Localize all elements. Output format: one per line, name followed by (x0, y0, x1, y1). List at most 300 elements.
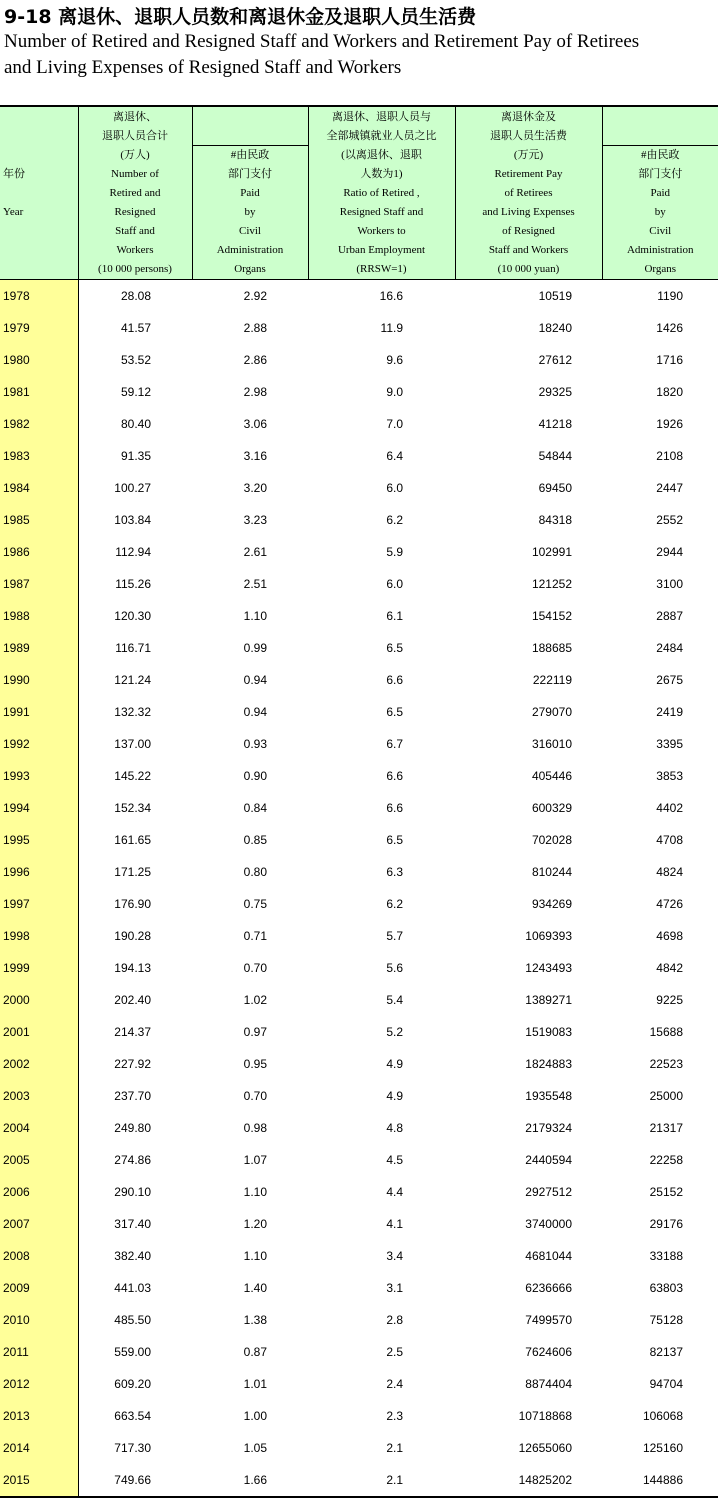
table-body (0, 280, 718, 1498)
year-cell: 1991 (0, 696, 78, 728)
table-row (0, 1144, 718, 1176)
year-cell: 2008 (0, 1240, 78, 1272)
retirement-pay-cell: 4681044 (525, 1249, 572, 1263)
header-line: Retirement Pay (494, 168, 563, 180)
year-cell: 1996 (0, 856, 78, 888)
total-persons-cell: 274.86 (114, 1153, 151, 1167)
pay-civil-cell: 15688 (649, 1025, 683, 1039)
pay-civil-cell: 1926 (656, 417, 683, 431)
year-cell: 1989 (0, 632, 78, 664)
ratio-cell: 6.3 (386, 865, 403, 879)
table-row (0, 760, 718, 792)
ratio-cell: 6.5 (386, 833, 403, 847)
total-persons-cell: 91.35 (120, 449, 151, 463)
table-row (0, 440, 718, 472)
table-row (0, 792, 718, 824)
pay-civil-cell: 4726 (656, 897, 683, 911)
year-cell: 1997 (0, 888, 78, 920)
total-persons-cell: 103.84 (114, 513, 151, 527)
ratio-cell: 6.6 (386, 801, 403, 815)
header-line: 人数为1) (360, 168, 403, 180)
year-cell: 1979 (0, 312, 78, 344)
year-cell: 1985 (0, 504, 78, 536)
table-row (0, 920, 718, 952)
pay-civil-cell: 1820 (656, 385, 683, 399)
table-row (0, 1304, 718, 1336)
pay-civil-cell: 2108 (656, 449, 683, 463)
total-persons-cell: 194.13 (114, 961, 151, 975)
header-line: 全部城镇就业人员之比 (326, 130, 437, 142)
header-retirement-pay (455, 106, 602, 280)
pay-civil-cell: 3853 (656, 769, 683, 783)
persons-civil-cell: 0.75 (243, 897, 267, 911)
ratio-cell: 9.6 (386, 353, 403, 367)
total-persons-cell: 53.52 (120, 353, 151, 367)
total-persons-cell: 317.40 (114, 1217, 151, 1231)
header-line: 退职人员合计 (102, 130, 168, 142)
header-line: by (244, 206, 256, 218)
persons-civil-cell: 1.05 (243, 1441, 267, 1455)
pay-civil-cell: 3395 (656, 737, 683, 751)
table-title-english-line1: Number of Retired and Resigned Staff and Workers and Retirement Pay of Retirees (4, 31, 640, 52)
retirement-pay-cell: 69450 (538, 481, 572, 495)
retirement-pay-cell: 1389271 (525, 993, 572, 1007)
total-persons-cell: 202.40 (114, 993, 151, 1007)
persons-civil-cell: 1.10 (243, 609, 267, 623)
pay-civil-cell: 2887 (656, 609, 683, 623)
persons-civil-cell: 1.10 (243, 1249, 267, 1263)
ratio-cell: 6.2 (386, 513, 403, 527)
table-row (0, 1112, 718, 1144)
ratio-cell: 2.3 (386, 1409, 403, 1423)
header-line: Paid (650, 187, 671, 199)
ratio-cell: 5.4 (386, 993, 403, 1007)
ratio-cell: 11.9 (380, 321, 403, 335)
persons-civil-cell: 2.86 (243, 353, 267, 367)
total-persons-cell: 41.57 (120, 321, 151, 335)
header-ratio (308, 106, 455, 280)
persons-civil-cell: 0.84 (243, 801, 267, 815)
retirement-pay-cell: 810244 (531, 865, 572, 879)
header-line: 退职人员生活费 (490, 130, 567, 142)
retirement-pay-cell: 222119 (532, 673, 572, 687)
table-row (0, 664, 718, 696)
header-line: Retired and (109, 187, 161, 199)
year-cell: 2015 (0, 1464, 78, 1497)
persons-civil-cell: 3.06 (243, 417, 267, 431)
persons-civil-cell: 0.94 (243, 705, 267, 719)
year-cell: 2001 (0, 1016, 78, 1048)
table-row (0, 1048, 718, 1080)
pay-civil-cell: 2484 (656, 641, 683, 655)
ratio-cell: 2.1 (308, 1464, 455, 1497)
year-cell: 2012 (0, 1368, 78, 1400)
header-line: 年份 (3, 167, 25, 180)
header-line: (10 000 yuan) (497, 263, 560, 275)
persons-civil-cell: 3.16 (243, 449, 267, 463)
persons-civil-cell: 1.20 (243, 1217, 267, 1231)
header-blank-persons-civil (192, 106, 308, 146)
header-line: (万人) (120, 149, 150, 161)
table-row (0, 1368, 718, 1400)
total-persons-cell: 28.08 (120, 289, 151, 303)
retirement-pay-cell: 10718868 (518, 1409, 572, 1423)
year-cell: 2000 (0, 984, 78, 1016)
persons-civil-cell: 2.51 (243, 577, 267, 591)
year-cell: 1994 (0, 792, 78, 824)
total-persons-cell: 749.66 (78, 1464, 192, 1497)
header-line: 部门支付 (228, 168, 272, 180)
year-cell: 2006 (0, 1176, 78, 1208)
persons-civil-cell: 3.23 (243, 513, 267, 527)
header-line: (RRSW=1) (356, 263, 407, 275)
total-persons-cell: 161.65 (114, 833, 151, 847)
header-line: Workers (116, 244, 154, 256)
table-row (0, 376, 718, 408)
total-persons-cell: 237.70 (114, 1089, 151, 1103)
retirement-pay-cell: 702028 (531, 833, 572, 847)
year-cell: 2007 (0, 1208, 78, 1240)
retirement-pay-cell: 934269 (531, 897, 572, 911)
year-cell: 1988 (0, 600, 78, 632)
persons-civil-cell: 2.88 (243, 321, 267, 335)
persons-civil-cell: 0.71 (243, 929, 267, 943)
retiree-statistics-table (0, 105, 718, 1498)
ratio-cell: 3.4 (386, 1249, 403, 1263)
table-row (0, 1400, 718, 1432)
table-row (0, 952, 718, 984)
table-row (0, 1432, 718, 1464)
pay-civil-cell: 4824 (656, 865, 683, 879)
pay-civil-cell: 4698 (656, 929, 683, 943)
header-line: Year (3, 205, 24, 218)
table-row (0, 728, 718, 760)
header-line: Workers to (357, 225, 406, 237)
persons-civil-cell: 1.38 (243, 1313, 267, 1327)
persons-civil-cell: 1.10 (243, 1185, 267, 1199)
persons-civil-cell: 0.70 (243, 1089, 267, 1103)
year-cell: 1992 (0, 728, 78, 760)
ratio-cell: 5.9 (386, 545, 403, 559)
retirement-pay-cell: 84318 (538, 513, 572, 527)
total-persons-cell: 137.00 (114, 737, 151, 751)
header-line: and Living Expenses (482, 206, 575, 218)
pay-civil-cell: 82137 (649, 1345, 683, 1359)
year-cell: 2005 (0, 1144, 78, 1176)
header-line: (万元) (513, 149, 544, 161)
pay-civil-cell: 25000 (649, 1089, 683, 1103)
persons-civil-cell: 0.85 (243, 833, 267, 847)
pay-civil-cell: 29176 (649, 1217, 683, 1231)
ratio-cell: 7.0 (386, 417, 403, 431)
ratio-cell: 4.9 (386, 1057, 403, 1071)
total-persons-cell: 485.50 (114, 1313, 151, 1327)
pay-civil-cell: 25152 (649, 1185, 683, 1199)
header-line: Organs (234, 263, 266, 275)
retirement-pay-cell: 7624606 (525, 1345, 572, 1359)
year-cell: 2004 (0, 1112, 78, 1144)
total-persons-cell: 145.22 (114, 769, 151, 783)
table-row (0, 600, 718, 632)
header-line: of Retirees (504, 187, 553, 199)
retirement-pay-cell: 1069393 (525, 929, 572, 943)
total-persons-cell: 112.94 (115, 545, 151, 559)
pay-civil-cell: 22258 (649, 1153, 683, 1167)
ratio-cell: 9.0 (386, 385, 403, 399)
retirement-pay-cell: 8874404 (525, 1377, 572, 1391)
retirement-pay-cell: 1243493 (525, 961, 572, 975)
table-row (0, 696, 718, 728)
header-persons-civil-paid (192, 146, 308, 280)
year-cell: 1981 (0, 376, 78, 408)
total-persons-cell: 227.92 (114, 1057, 151, 1071)
pay-civil-cell: 22523 (649, 1057, 683, 1071)
header-line (3, 184, 78, 203)
ratio-cell: 4.8 (386, 1121, 403, 1135)
header-line: #由民政 (230, 149, 270, 161)
total-persons-cell: 663.54 (114, 1409, 151, 1423)
header-line: Number of (111, 168, 159, 180)
header-year (0, 106, 78, 280)
persons-civil-cell: 0.70 (243, 961, 267, 975)
pay-civil-cell: 21317 (649, 1121, 683, 1135)
total-persons-cell: 176.90 (114, 897, 151, 911)
retirement-pay-cell: 1824883 (525, 1057, 572, 1071)
total-persons-cell: 59.12 (120, 385, 151, 399)
header-line: (10 000 persons) (98, 263, 172, 275)
ratio-cell: 4.5 (386, 1153, 403, 1167)
ratio-cell: 6.4 (386, 449, 403, 463)
ratio-cell: 6.7 (386, 737, 403, 751)
persons-civil-cell: 2.61 (243, 545, 267, 559)
table-row (0, 472, 718, 504)
pay-civil-cell: 2447 (656, 481, 683, 495)
total-persons-cell: 290.10 (114, 1185, 151, 1199)
persons-civil-cell: 2.92 (243, 289, 267, 303)
retirement-pay-cell: 10519 (538, 289, 572, 303)
header-line: Ratio of Retired , (343, 187, 420, 199)
table-row (0, 888, 718, 920)
pay-civil-cell: 106068 (642, 1409, 683, 1423)
header-line: Urban Employment (337, 244, 426, 256)
pay-civil-cell: 1190 (657, 289, 683, 303)
retirement-pay-cell: 600329 (531, 801, 572, 815)
ratio-cell: 2.5 (386, 1345, 403, 1359)
retirement-pay-cell: 1519083 (525, 1025, 572, 1039)
table-row (0, 1336, 718, 1368)
table-row (0, 984, 718, 1016)
year-cell: 1980 (0, 344, 78, 376)
retirement-pay-cell: 29325 (538, 385, 572, 399)
ratio-cell: 5.2 (386, 1025, 403, 1039)
persons-civil-cell: 1.66 (192, 1464, 308, 1497)
year-cell: 2009 (0, 1272, 78, 1304)
retirement-pay-cell: 18240 (538, 321, 572, 335)
header-line: Resigned Staff and (339, 206, 424, 218)
pay-civil-cell: 2552 (656, 513, 683, 527)
ratio-cell: 6.5 (386, 705, 403, 719)
retirement-pay-cell: 121252 (531, 577, 572, 591)
year-cell: 2010 (0, 1304, 78, 1336)
persons-civil-cell: 0.95 (243, 1057, 267, 1071)
ratio-cell: 6.6 (386, 673, 403, 687)
ratio-cell: 5.7 (386, 929, 403, 943)
persons-civil-cell: 0.80 (243, 865, 267, 879)
retirement-pay-cell: 41218 (538, 417, 572, 431)
table-row (0, 1016, 718, 1048)
total-persons-cell: 559.00 (114, 1345, 151, 1359)
table-row (0, 408, 718, 440)
total-persons-cell: 382.40 (114, 1249, 151, 1263)
total-persons-cell: 121.24 (114, 673, 151, 687)
total-persons-cell: 214.37 (114, 1025, 151, 1039)
year-cell: 1987 (0, 568, 78, 600)
retirement-pay-cell: 102991 (531, 545, 572, 559)
total-persons-cell: 441.03 (114, 1281, 151, 1295)
table-row (0, 1240, 718, 1272)
header-line: Civil (238, 225, 261, 237)
year-cell: 1984 (0, 472, 78, 504)
pay-civil-cell: 4842 (656, 961, 683, 975)
year-cell: 1995 (0, 824, 78, 856)
retirement-pay-cell: 12655060 (518, 1441, 572, 1455)
header-line: Organs (644, 263, 677, 275)
persons-civil-cell: 2.98 (243, 385, 267, 399)
header-line: #由民政 (641, 149, 680, 161)
header-line: 离退休、退职人员与 (332, 111, 431, 123)
table-row (0, 1176, 718, 1208)
persons-civil-cell: 0.93 (243, 737, 267, 751)
pay-civil-cell: 2675 (656, 673, 683, 687)
header-pay-civil-paid (602, 146, 718, 280)
header-line: Resigned (114, 206, 156, 218)
header-line: (以离退休、退职 (341, 149, 422, 161)
year-cell: 2003 (0, 1080, 78, 1112)
persons-civil-cell: 3.20 (243, 481, 267, 495)
persons-civil-cell: 1.40 (243, 1281, 267, 1295)
total-persons-cell: 115.26 (115, 577, 151, 591)
pay-civil-cell: 1426 (656, 321, 683, 335)
total-persons-cell: 152.34 (114, 801, 151, 815)
persons-civil-cell: 0.99 (243, 641, 267, 655)
retirement-pay-cell: 2179324 (525, 1121, 572, 1135)
retirement-pay-cell: 279070 (531, 705, 572, 719)
retirement-pay-cell: 3740000 (525, 1217, 572, 1231)
persons-civil-cell: 0.97 (243, 1025, 267, 1039)
header-row-top (0, 106, 718, 146)
total-persons-cell: 132.32 (114, 705, 151, 719)
year-cell: 1990 (0, 664, 78, 696)
table-row (0, 632, 718, 664)
table-row (0, 536, 718, 568)
ratio-cell: 4.1 (386, 1217, 403, 1231)
pay-civil-cell: 125160 (642, 1441, 683, 1455)
pay-civil-cell: 1716 (656, 353, 683, 367)
persons-civil-cell: 1.02 (243, 993, 267, 1007)
ratio-cell: 6.2 (386, 897, 403, 911)
pay-civil-cell: 2419 (656, 705, 683, 719)
ratio-cell: 6.1 (386, 609, 403, 623)
header-line: Staff and Workers (488, 244, 569, 256)
year-cell: 1982 (0, 408, 78, 440)
pay-civil-cell: 4708 (656, 833, 683, 847)
total-persons-cell: 80.40 (120, 417, 151, 431)
ratio-cell: 6.0 (386, 577, 403, 591)
persons-civil-cell: 0.90 (243, 769, 267, 783)
year-cell: 1978 (0, 280, 78, 313)
total-persons-cell: 249.80 (114, 1121, 151, 1135)
header-line: Paid (240, 187, 260, 199)
pay-civil-cell: 2944 (656, 545, 683, 559)
table-row (0, 568, 718, 600)
total-persons-cell: 100.27 (114, 481, 151, 495)
total-persons-cell: 190.28 (114, 929, 151, 943)
year-cell: 2013 (0, 1400, 78, 1432)
year-cell: 1999 (0, 952, 78, 984)
pay-civil-cell: 63803 (649, 1281, 683, 1295)
ratio-cell: 2.4 (386, 1377, 403, 1391)
table-title-chinese: 9-18 离退休、退职人员数和离退休金及退职人员生活费 (4, 6, 477, 28)
header-line: Civil (649, 225, 672, 237)
header-blank-pay-civil (602, 106, 718, 146)
header-line: 离退休、 (113, 111, 157, 123)
ratio-cell: 2.8 (386, 1313, 403, 1327)
pay-civil-cell: 144886 (602, 1464, 718, 1497)
retirement-pay-cell: 14825202 (455, 1464, 602, 1497)
retirement-pay-cell: 2440594 (525, 1153, 572, 1167)
ratio-cell: 3.1 (386, 1281, 403, 1295)
table-row (0, 312, 718, 344)
header-line: by (654, 206, 666, 218)
retirement-pay-cell: 7499570 (525, 1313, 572, 1327)
header-line: Administration (216, 244, 284, 256)
year-cell: 2002 (0, 1048, 78, 1080)
ratio-cell: 5.6 (386, 961, 403, 975)
year-cell: 2011 (0, 1336, 78, 1368)
ratio-cell: 4.9 (386, 1089, 403, 1103)
year-cell: 1993 (0, 760, 78, 792)
total-persons-cell: 171.25 (114, 865, 151, 879)
retirement-pay-cell: 188685 (531, 641, 572, 655)
table-row (0, 504, 718, 536)
table-row (0, 824, 718, 856)
retirement-pay-cell: 1935548 (525, 1089, 572, 1103)
pay-civil-cell: 3100 (656, 577, 683, 591)
total-persons-cell: 120.30 (114, 609, 151, 623)
pay-civil-cell: 75128 (649, 1313, 683, 1327)
table-row (0, 280, 718, 313)
header-line: Administration (626, 244, 694, 256)
table-row (0, 1464, 718, 1497)
persons-civil-cell: 0.87 (243, 1345, 267, 1359)
header-line: 离退休金及 (501, 111, 556, 123)
table-title-english-line2: and Living Expenses of Resigned Staff and Workers (4, 57, 402, 78)
total-persons-cell: 717.30 (114, 1441, 151, 1455)
retirement-pay-cell: 154152 (531, 609, 572, 623)
total-persons-cell: 116.71 (115, 641, 151, 655)
pay-civil-cell: 4402 (656, 801, 683, 815)
year-cell: 1983 (0, 440, 78, 472)
retirement-pay-cell: 27612 (538, 353, 572, 367)
retirement-pay-cell: 54844 (538, 449, 572, 463)
retirement-pay-cell: 6236666 (525, 1281, 572, 1295)
ratio-cell: 4.4 (386, 1185, 403, 1199)
table-row (0, 1272, 718, 1304)
ratio-cell: 16.6 (379, 289, 403, 303)
ratio-cell: 6.5 (386, 641, 403, 655)
header-line: 部门支付 (638, 168, 683, 180)
persons-civil-cell: 1.00 (243, 1409, 267, 1423)
